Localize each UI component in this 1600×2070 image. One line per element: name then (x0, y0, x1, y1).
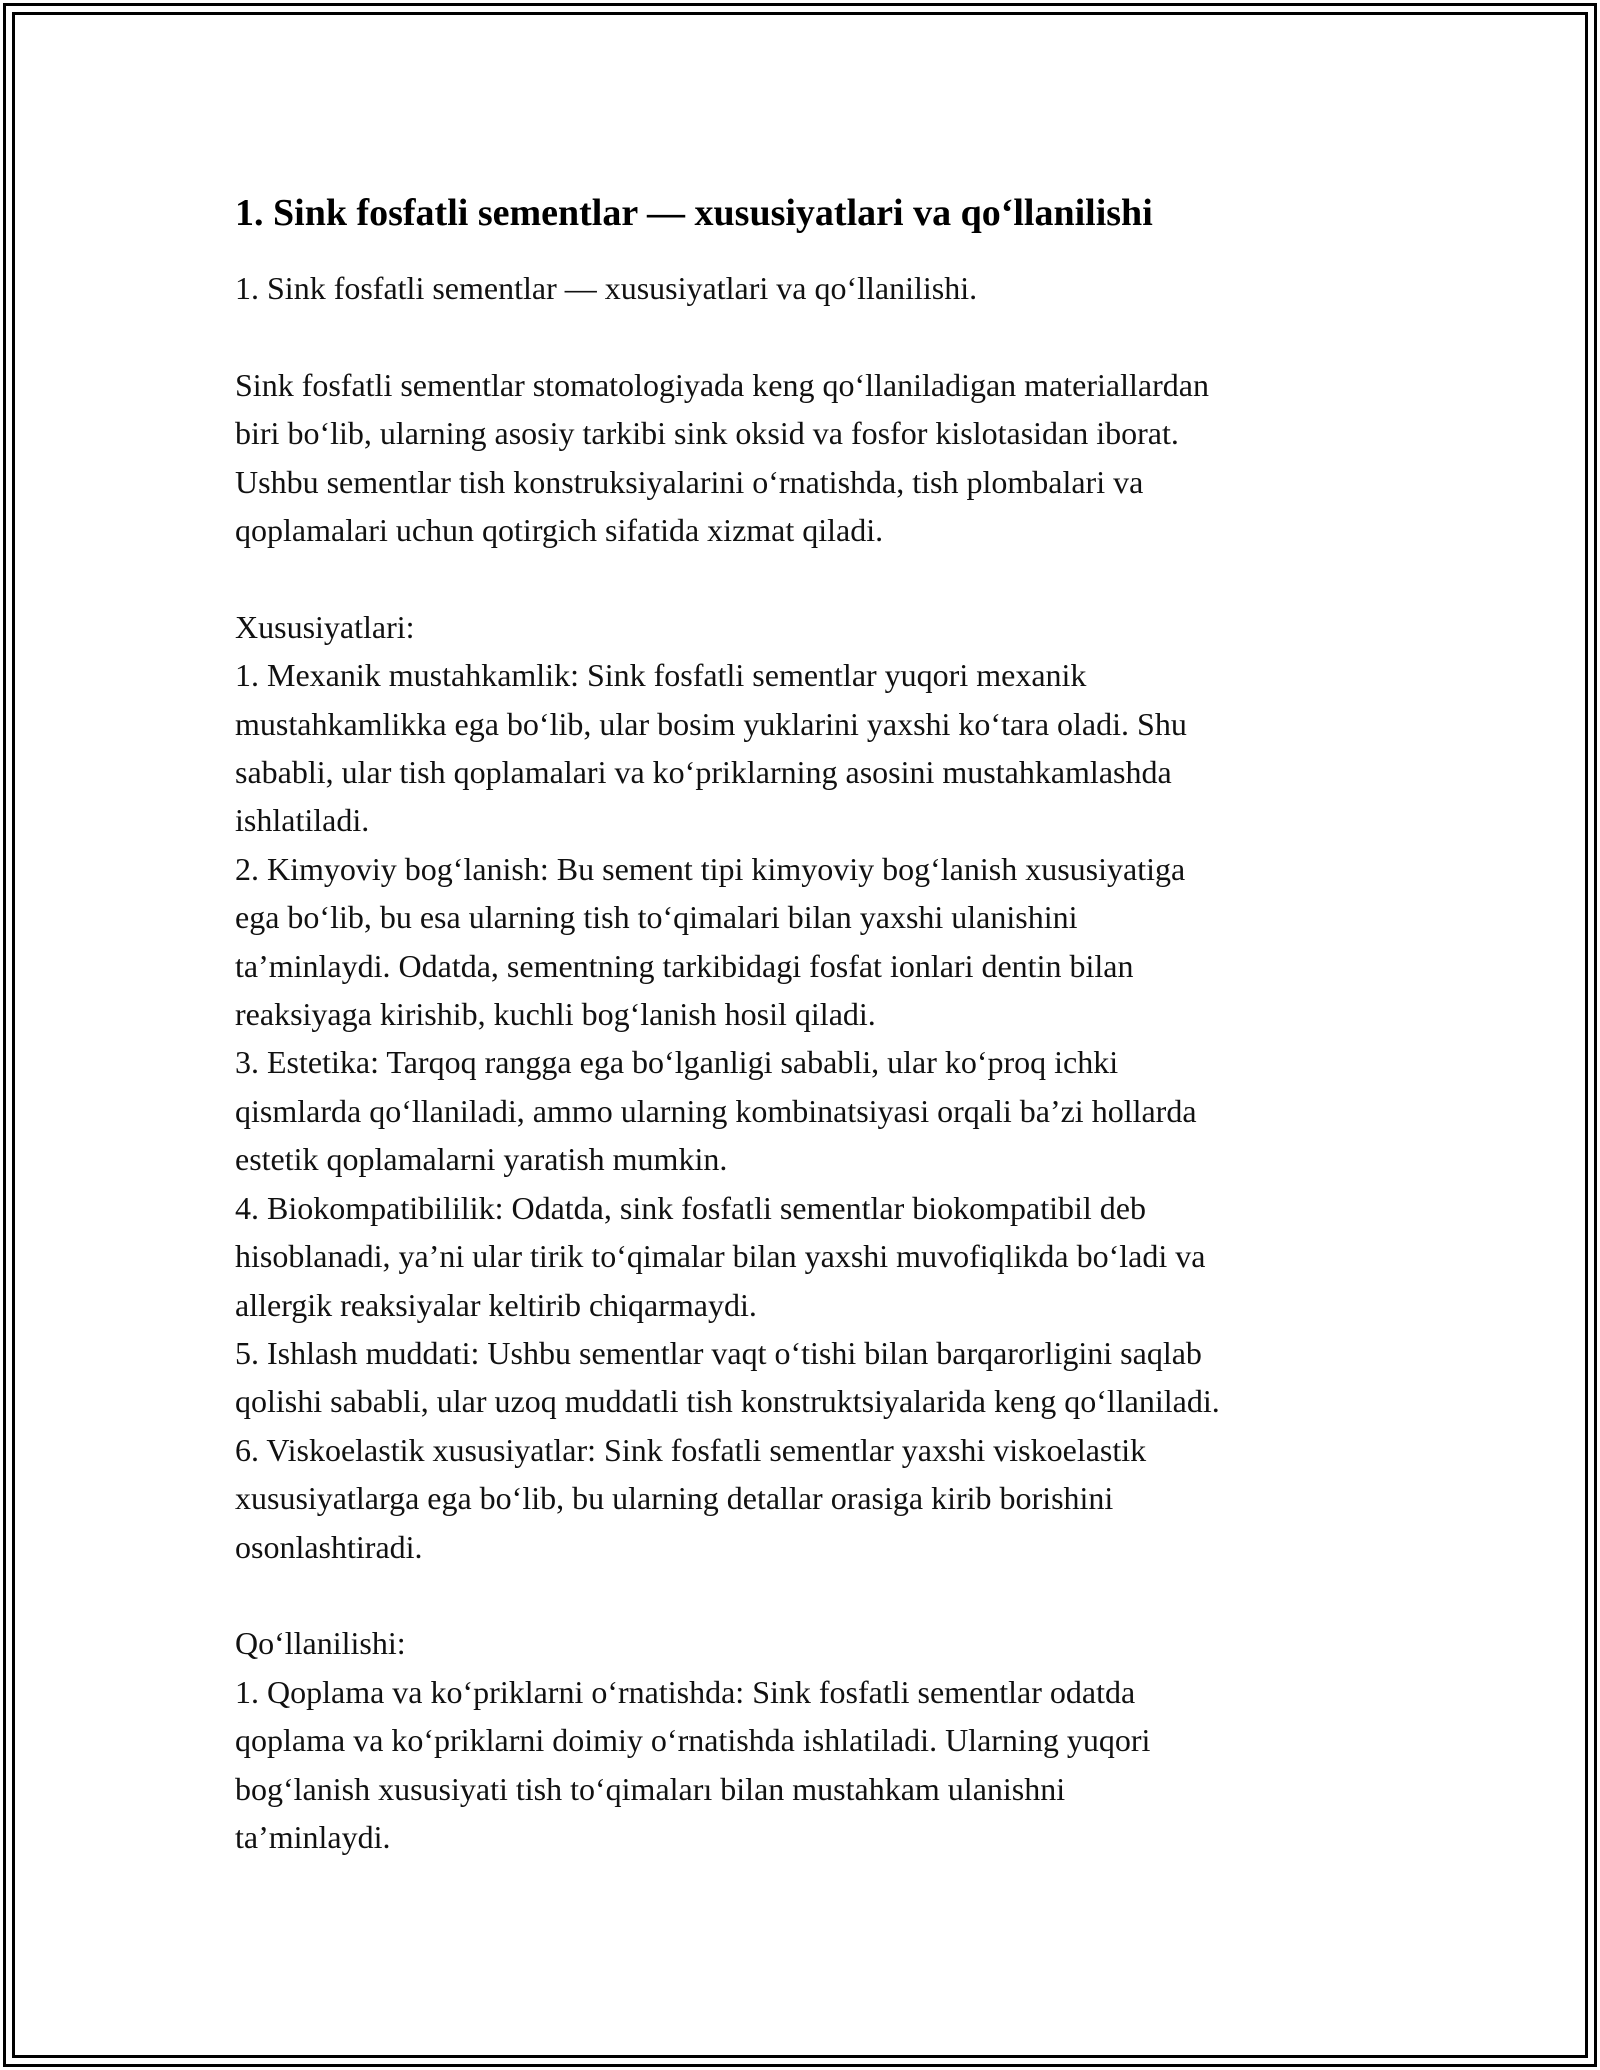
text-line: 2. Kimyoviy bog‘lanish: Bu sement tipi kimyoviy bog‘lanish xususiyatiga (235, 850, 1186, 887)
text-line: reaksiyaga kirishib, kuchli bog‘lanish hosil qiladi. (235, 996, 876, 1033)
section-heading-properties: Xususiyatlari: (235, 608, 415, 645)
text-line: Ushbu sementlar tish konstruksiyalarini o‘rnatishda, tish plombalari va (235, 463, 1144, 500)
document-subtitle: 1. Sink fosfatli sementlar — xususiyatlari va qo‘llanilishi. (235, 270, 978, 306)
text-line: bog‘lanish xususiyati tish to‘qimaları bilan mustahkam ulanishni (235, 1770, 1066, 1807)
text-line: qoplamalari uchun qotirgich sifatida xizmat qiladi. (235, 512, 884, 549)
text-line: estetik qoplamalarni yaratish mumkin. (235, 1141, 728, 1178)
paragraph-spacer (235, 554, 1385, 602)
text-line: ishlatiladi. (235, 802, 370, 839)
paragraph-spacer (235, 312, 1385, 360)
text-line: ta’minlaydi. (235, 1818, 391, 1855)
text-line: 4. Biokompatibililik: Odatda, sink fosfatli sementlar biokompatibil deb (235, 1189, 1146, 1226)
text-line: qolishi sababli, ular uzoq muddatli tish konstruktsiyalarida keng qo‘llaniladi. (235, 1383, 1220, 1420)
text-line: xususiyatlarga ega bo‘lib, bu ularning detallar orasiga kirib borishini (235, 1480, 1114, 1517)
text-line: hisoblanadi, ya’ni ular tirik to‘qimalar bilan yaxshi muvofiqlikda bo‘ladi va (235, 1238, 1206, 1275)
text-line: osonlashtiradi. (235, 1528, 423, 1565)
text-line: qoplama va ko‘priklarni doimiy o‘rnatishda ishlatiladi. Ularning yuqori (235, 1722, 1151, 1759)
text-line: mustahkamlikka ega bo‘lib, ular bosim yuklarini yaxshi ko‘tara oladi. Shu (235, 705, 1187, 742)
usage-section (235, 1619, 1385, 1861)
document-title: 1. Sink fosfatli sementlar — xususiyatlari va qo‘llanilishi (235, 192, 1153, 234)
properties-section (235, 603, 1385, 1571)
text-line: ega bo‘lib, bu esa ularning tish to‘qimalari bilan yaxshi ulanishini (235, 899, 1078, 936)
text-line: 3. Estetika: Tarqoq rangga ega bo‘lganligi sababli, ular ko‘proq ichki (235, 1044, 1119, 1081)
text-line: Sink fosfatli sementlar stomatologiyada keng qo‘llaniladigan materiallardan (235, 366, 1209, 403)
intro-paragraph (235, 361, 1385, 555)
section-heading-usage: Qo‘llanilishi: (235, 1625, 406, 1662)
text-line: ta’minlaydi. Odatda, sementning tarkibidagi fosfat ionlari dentin bilan (235, 947, 1134, 984)
text-line: allergik reaksiyalar keltirib chiqarmaydi. (235, 1286, 757, 1323)
text-line: biri bo‘lib, ularning asosiy tarkibi sink oksid va fosfor kislotasidan iborat. (235, 415, 1179, 452)
text-line: qismlarda qo‘llaniladi, ammo ularning kombinatsiyasi orqali ba’zi hollarda (235, 1092, 1197, 1129)
text-line: sababli, ular tish qoplamalari va ko‘priklarning asosini mustahkamlashda (235, 754, 1172, 791)
text-line: 1. Mexanik mustahkamlik: Sink fosfatli sementlar yuqori mexanik (235, 657, 1087, 694)
document-body (235, 186, 1385, 1861)
text-line: 1. Qoplama va ko‘priklarni o‘rnatishda: Sink fosfatli sementlar odatda (235, 1673, 1136, 1710)
paragraph-spacer (235, 1571, 1385, 1619)
text-line: 6. Viskoelastik xususiyatlar: Sink fosfatli sementlar yaxshi viskoelastik (235, 1431, 1147, 1468)
text-line: 5. Ishlash muddati: Ushbu sementlar vaqt o‘tishi bilan barqarorligini saqlab (235, 1334, 1202, 1371)
